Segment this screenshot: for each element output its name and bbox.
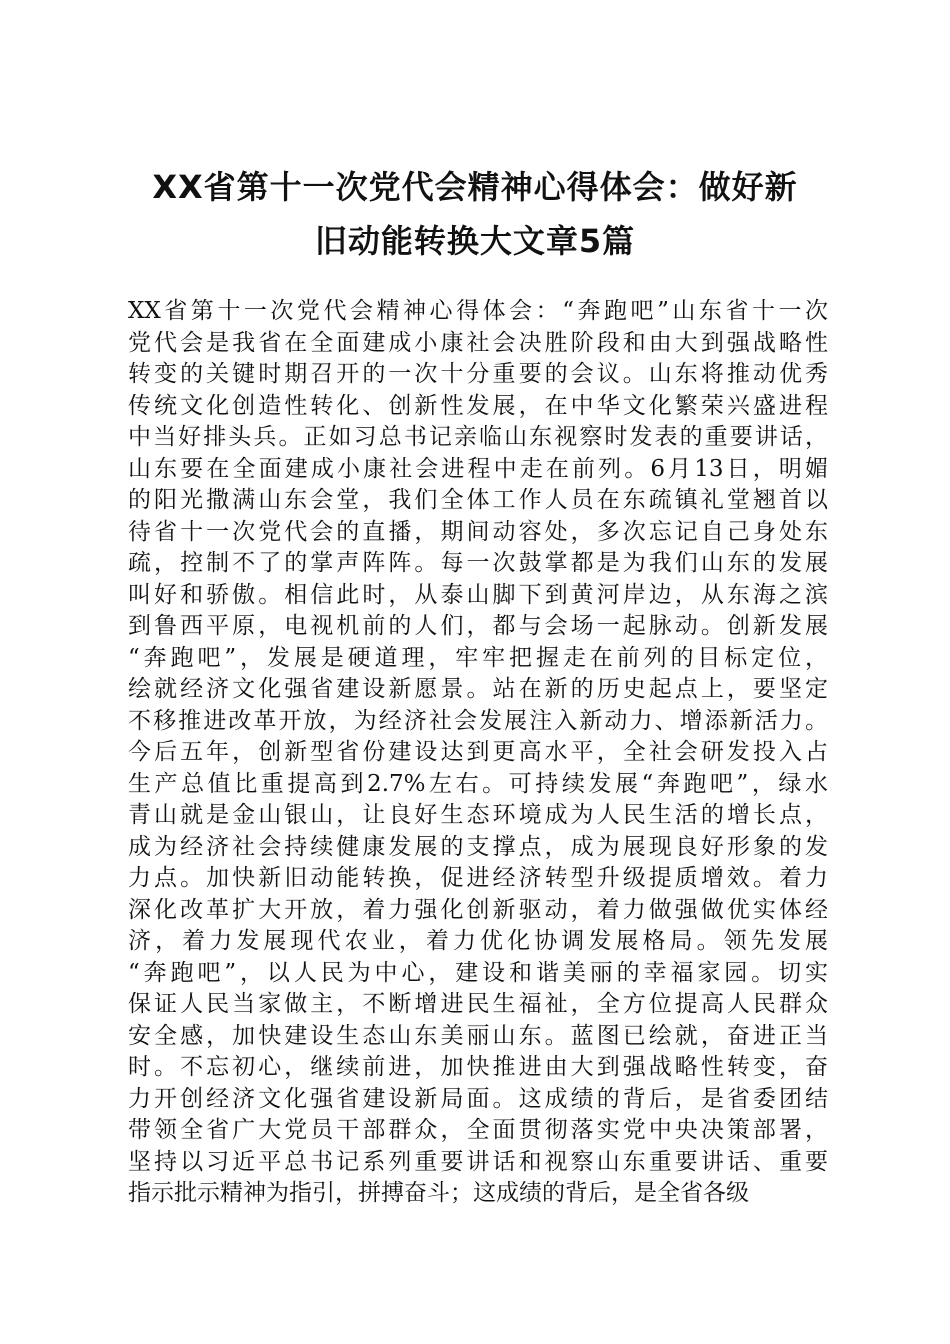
body-line: 疏，控制不了的掌声阵阵。每一次鼓掌都是为我们山东的发展 — [128, 550, 828, 576]
body-line: 生产总值比重提高到2.7%左右。可持续发展“奔跑吧”，绿水 — [128, 770, 828, 797]
document-title — [100, 160, 850, 268]
body-line: XX省第十一次党代会精神心得体会：“奔跑吧”山东省十一次 — [128, 298, 828, 324]
body-line: 时。不忘初心，继续前进，加快推进由大到强战略性转变，奋 — [128, 1054, 828, 1080]
body-line: 不移推进改革开放，为经济社会发展注入新动力、增添新活力。 — [128, 707, 828, 734]
title-line-2: 旧动能转换大文章5篇 — [314, 222, 636, 260]
body-line: 深化改革扩大开放，着力强化创新驱动，着力做强做优实体经 — [128, 896, 828, 923]
body-line: 力开创经济文化强省建设新局面。这成绩的背后，是省委团结 — [128, 1085, 828, 1112]
body-line: 力点。加快新旧动能转换，促进经济转型升级提质增效。着力 — [128, 865, 828, 891]
body-line: 今后五年，创新型省份建设达到更高水平，全社会研发投入占 — [128, 739, 828, 765]
body-line: 中当好排头兵。正如习总书记亲临山东视察时发表的重要讲话， — [128, 424, 828, 450]
body-line: “奔跑吧”，发展是硬道理，牢牢把握走在前列的目标定位， — [128, 644, 828, 671]
body-line: 到鲁西平原，电视机前的人们，都与会场一起脉动。创新发展 — [128, 613, 828, 639]
body-line: 安全感，加快建设生态山东美丽山东。蓝图已绘就，奋进正当 — [128, 1022, 828, 1049]
body-paragraph — [128, 296, 828, 1210]
body-line: 传统文化创造性转化、创新性发展，在中华文化繁荣兴盛进程 — [128, 392, 828, 419]
body-line: 青山就是金山银山，让良好生态环境成为人民生活的增长点， — [128, 802, 828, 828]
body-line: 坚持以习近平总书记系列重要讲话和视察山东重要讲话、重要 — [128, 1148, 828, 1175]
body-line: 党代会是我省在全面建成小康社会决胜阶段和由大到强战略性 — [128, 329, 828, 356]
body-line: 带领全省广大党员干部群众，全面贯彻落实党中央决策部署， — [128, 1117, 828, 1143]
body-line: 绘就经济文化强省建设新愿景。站在新的历史起点上，要坚定 — [128, 676, 828, 702]
body-line: 成为经济社会持续健康发展的支撑点，成为展现良好形象的发 — [128, 833, 828, 860]
body-line: 指示批示精神为指引，拼搏奋斗；这成绩的背后，是全省各级 — [128, 1180, 749, 1206]
body-line: 保证人民当家做主，不断增进民生福祉，全方位提高人民群众 — [128, 991, 828, 1017]
body-line: “奔跑吧”，以人民为中心，建设和谐美丽的幸福家园。切实 — [128, 959, 828, 986]
body-line: 的阳光撒满山东会堂，我们全体工作人员在东疏镇礼堂翘首以 — [128, 487, 828, 513]
body-line: 待省十一次党代会的直播，期间动容处，多次忘记自己身处东 — [128, 518, 828, 545]
title-line-1: XX省第十一次党代会精神心得体会：做好新 — [152, 168, 798, 206]
body-line: 转变的关键时期召开的一次十分重要的会议。山东将推动优秀 — [128, 361, 828, 387]
body-line: 济，着力发展现代农业，着力优化协调发展格局。领先发展 — [128, 928, 828, 954]
body-line: 叫好和骄傲。相信此时，从泰山脚下到黄河岸边，从东海之滨 — [128, 581, 828, 608]
body-line: 山东要在全面建成小康社会进程中走在前列。6月13日，明媚 — [128, 455, 828, 482]
